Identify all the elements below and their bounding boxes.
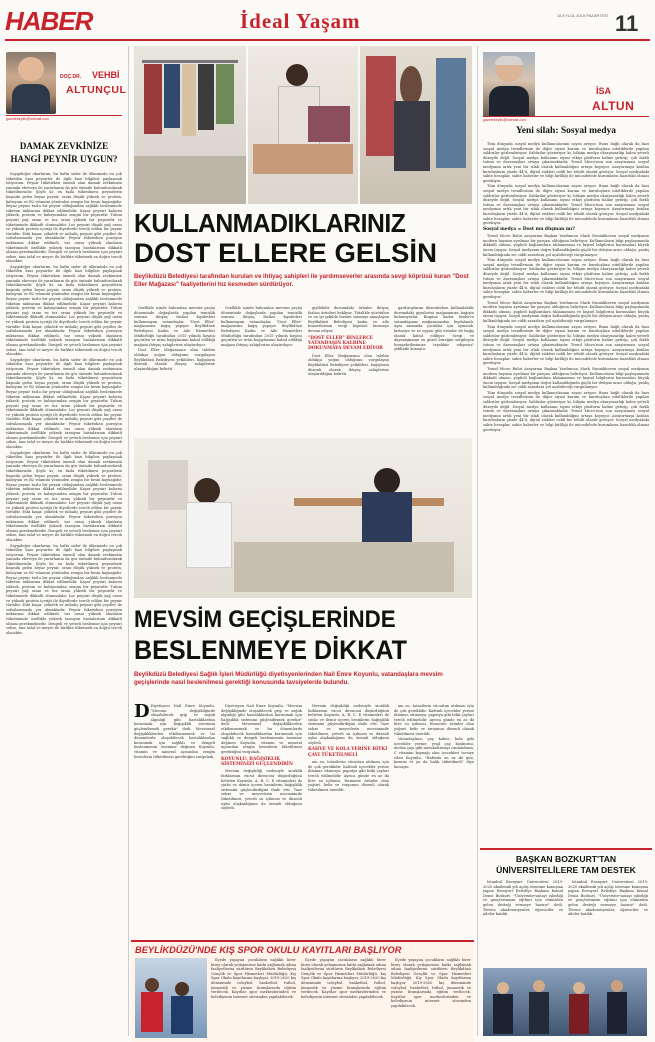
sidebar-body: İstanbul Esenyurt Üniversitesi 2019-2020 akademik yılı açılış törenine konuşma yapan Esenyurt Belediye Başkanı Kemal Deniz Bozkurt, "Üniversite-sanayi işbirliği ve gençlerimizin eğitimi için elimizden gelen desteği vermeye hazırız" dedi. Törene akademisyenler, öğrenciler ve aileler katıldı. [483,880,563,917]
headline-line-2: BESLENMEYE DİKKAT [134,635,407,665]
column-body-text-6: Tüm dünyada sosyal medya kullanıcılarının sayısı artıyor. Bunu bağlı olarak da bazı sosyal medya trendlerinin de diğer siyasi kurum ve kuruluşlara niteliklerde yapılan saldırılar gözlemleniyor. Saldırılar gösteriyor ki, bilişim medya okuryazarlığı halen yeterli düzeyde değil. Sosyal medya kullanımı siyasi etkiyi platform haline getirip, çok farklı tutum ve davranışları ortaya çıkarmaktadır. Trend Micro'nun son araştırması sosyal medyanın artık yeni bir silah olarak kullanıldığını ortaya koyuyor. Araştırmaya katılan kuruluşların yüzde 44'ü, dijital riskleri ciddi bir tehdit olarak görüyor. Sosyal medyadaki sahte hesaplar, sahte haberler ve bilgi kirliliği ile mücadelede kurumların hazırlıklı olması gerekiyor. [483,324,649,366]
bottom-column-1 [211,958,296,1038]
story-column-3-text-b: Dost Eller Mağazasına olan talebin oldukça yoğun olduğunu vurgulayan Beylikdüzü Belediyesi yetkilileri, bağışların düzenli olarak ihtiyaç sahiplerine ulaştırıldığını belirtti. [308,353,389,377]
story-column-4-text-b: Vatandaşlara; çay, kahve, kola gibi içecekler yerine; yeşil çay, kuşburnu, melisa çayı gibi metabolizmayı canlandıran, C vitamini kaynağı olan içecekleri tavsiye eden Koyunlu, "Haftada en az iki gün, kırmızı et ya da balık tüketilmeli" diye konuştu. [394,737,474,769]
story-column-2 [221,704,302,932]
story-kis-spor-okulu [131,940,474,1042]
story-column-1 [134,704,215,932]
column-body [483,142,649,842]
column-body-text-4: Tüm dünyada sosyal medya kullanıcılarının sayısı artıyor. Bunu bağlı olarak da bazı sosyal medya trendlerinin de diğer siyasi kurum ve kuruluşlara niteliklerde yapılan saldırılar gözlemleniyor. Saldırılar gösteriyor ki, bilişim medya okuryazarlığı halen yeterli düzeyde değil. Sosyal medya kullanımı siyasi etkiyi platform haline getirip, çok farklı tutum ve davranışları ortaya çıkarmaktadır. Trend Micro'nun son araştırması sosyal medyanın artık yeni bir silah olarak kullanıldığını ortaya koyuyor. Araştırmaya katılan kuruluşların yüzde 44'ü, dijital riskleri ciddi bir tehdit olarak görüyor. Sosyal medyadaki sahte hesaplar, sahte haberler ve bilgi kirliliği ile mücadelede kurumların hazırlıklı olması gerekiyor. [483,258,649,299]
story-column-1-text: Özellikle içinde bulunulan mevsim geçişi döneminde doğaşlarda yapılan temizlik sonrası ihtiyaç fazlası kıyafetleri kullanmayan vatandaşlar, "Dost Eller" mağazasına bağış yapıyor. Beylikdüzü Belediyesi Kadın ve Aile Hizmetleri Müdürlüğü tarafından 2015 yılında hayata geçirilen ve ürün bağışlarının kabul edildiği mağaza ihtiyaç sahiplerine ulaştırılıyor. [134,306,215,347]
bottom-body-2: İlçede yaşayan çocukların sağlıklı birer birey olarak yetişmesine katkı sağlamak adına faaliyetlerini sürdüren Beylikdüzü Belediyesi Gençlik ve Spor Hizmetleri Müdürlüğü, Kış Spor Okulu kayıtlarına başlıyor. 2019-2020 kış döneminde voleybol, basketbol, futbol, jimnastik ve yüzme branşlarında eğitim verilecek. Kayıtlar spor merkezlerinden ve belediyenin internet sitesinden yapılabilecek. [301,958,386,999]
column-body-text-5: Trend Micro Bulut Araştırma Başkan Yardımcısı Mark Nunnikhoven sosyal medyanın modern hayatın ayrılmaz bir parçası olduğunu belirtiyor. Kullanıcıların bilgi paylaşımında dikkatli olması, şüpheli bağlantılara tıklamaması ve kişisel bilgilerini korumaları büyük önem taşıyor. Sosyal medyanın doğru kullanıldığında güçlü bir iletişim aracı olduğu, yanlış kullanıldığında ise ciddi zararlara yol açabileceği vurgulanıyor. [483,300,649,323]
photo-clothes-rack [134,46,246,204]
story-subhead: "DOST ELLER" BİNLERCE VATANDAŞIN KALBİNE DOKUNMAYA DEVAM EDİYOR [308,335,383,352]
column-body-text-5: Saygıdeğer okurlarım, bu hafta sizler ile ülkemizde en çok tüketilen bazı peynirler ile ilgili bazı bilgileri paylaşmak istiyorum. Peynir tüketirken önemli olan damak zevkimizin yanında ebeveyn ile yararlanım da göz önünde bulundurularak tüketilmesidir. Şöyle ki; en fazla tüketilmesi peynirlerin başında gelen beyaz peynir, oranı düşük yüksek ve protein, kalsiyum ve B2 vitamini yönünden zengin bir besin kaynağıdır. Beyaz peynir tuzlu bir peynir olduğundan sağlıklı beslenmede tüketim miktarına dikkat edilmelidir. Kaşar peyniri kalorisi yüksek, protein ve kalsiyumdan zengin bir peynirdir. Tulum peyniri yağ oranı ve tuz oranı yüksek bir peynirdir ve tüketiminde dikkatli olunmalıdır. Lor peyniri düşük yağ oranı ve yüksek protein içeriği ile diyetlerde tercih edilen bir peynir türüdür. Eski kaşar, çökelek ve mihaliç peyniri gibi çeşitler de sofralarımızda yer almaktadır. Peynir tüketirken porsiyon miktarına dikkat edilmeli, tuz oranı yüksek olanların tüketiminde özellikle yüksek tansiyon hastalarının dikkatli olması gerekmektedir. Dengeli ve yeterli beslenme için peyniri sebze, tam tahıl ve meyve ile birlikte tüketmek en doğru tercih olacaktır. [6,543,122,635]
newspaper-logo: HABER [5,6,93,36]
story-dost-eller [131,44,474,434]
column-separator-left [128,46,129,1036]
headline-line-2: DOST ELLERE GELSİN [134,238,437,268]
author-email: gazetebeylik@hotmail.com [483,118,526,122]
page-number: 11 [615,11,639,36]
story-column-3 [308,306,389,430]
sidebar-headline: BAŞKAN BOZKURT'TAN ÜNİVERSİTELİLERE TAM DESTEK [496,854,636,875]
photo-volunteer-folding [248,46,358,204]
author-first-name: İSA [596,86,612,96]
column-body-text-7: Trend Micro Bulut Araştırma Başkan Yardımcısı Mark Nunnikhoven sosyal medyanın modern hayatın ayrılmaz bir parçası olduğunu belirtiyor. Kullanıcıların bilgi paylaşımında dikkatli olması, şüpheli bağlantılara tıklamaması ve kişisel bilgilerini korumaları büyük önem taşıyor. Sosyal medyanın doğru kullanıldığında güçlü bir iletişim aracı olduğu, yanlış kullanıldığında ise ciddi zararlara yol açabileceği vurgulanıyor. [483,366,649,390]
photo-dietitian-consultation [134,438,472,598]
column-body-text-8: Tüm dünyada sosyal medya kullanıcılarının sayısı artıyor. Bunu bağlı olarak da bazı sosyal medya trendlerinin de diğer siyasi kurum ve kuruluşlara niteliklerde yapılan saldırılar gözlemleniyor. Saldırılar gösteriyor ki, bilişim medya okuryazarlığı halen yeterli düzeyde değil. Sosyal medya kullanımı siyasi etkiyi platform haline getirip, çok farklı tutum ve davranışları ortaya çıkarmaktadır. Trend Micro'nun son araştırması sosyal medyanın artık yeni bir silah olarak kullanıldığını ortaya koyuyor. Araştırmaya katılan kuruluşların yüzde 44'ü, dijital riskleri ciddi bir tehdit olarak görüyor. Sosyal medyadaki sahte hesaplar, sahte haberler ve bilgi kirliliği ile mücadelede kurumların hazırlıklı olması gerekiyor. [483,390,649,432]
bottom-column-2 [301,958,386,1038]
story-column-2-text: Özellikle içinde bulunulan mevsim geçişi döneminde doğaşlarda yapılan temizlik sonrası ihtiyaç fazlası kıyafetleri kullanmayan vatandaşlar, "Dost Eller" mağazasına bağış yapıyor. Beylikdüzü Belediyesi Kadın ve Aile Hizmetleri Müdürlüğü tarafından 2015 yılında hayata geçirilen ve ürün bağışlarının kabul edildiği mağaza ihtiyaç sahiplerine ulaştırılıyor. [221,306,302,347]
column-headline: Yeni silah: Sosyal medya [515,126,617,136]
column-body [6,172,122,1034]
story-column-1-text: Diyetisyen Nail Emre Koyunlu, "Mevsim değişikliğinde oluşabilecek grip ve soğuk algınlığı gibi hastalıklardan korunmak için bağışıklık sistemini güçlendirmek gerekir" dedi. Mevsimsel değişikliklerden etkilenmemek ve bu dönemlerde oluşabilecek hastalıklardan korunmak için sağlıklı ve dengeli beslenmenin önemine değinen Koyunlu, vitamin ve mineral açısından zengin besinlerin tüketilmesi gerektiğini vurguladı. [134,704,215,759]
author-last-name: ALTUN [592,99,635,113]
column-body-text-3: Saygıdeğer okurlarım, bu hafta sizler ile ülkemizde en çok tüketilen bazı peynirler ile ilgili bazı bilgileri paylaşmak istiyorum. Peynir tüketirken önemli olan damak zevkimizin yanında ebeveyn ile yararlanım da göz önünde bulundurularak tüketilmesidir. Şöyle ki; en fazla tüketilmesi peynirlerin başında gelen beyaz peynir, oranı düşük yüksek ve protein, kalsiyum ve B2 vitamini yönünden zengin bir besin kaynağıdır. Beyaz peynir tuzlu bir peynir olduğundan sağlıklı beslenmede tüketim miktarına dikkat edilmelidir. Kaşar peyniri kalorisi yüksek, protein ve kalsiyumdan zengin bir peynirdir. Tulum peyniri yağ oranı ve tuz oranı yüksek bir peynirdir ve tüketiminde dikkatli olunmalıdır. Lor peyniri düşük yağ oranı ve yüksek protein içeriği ile diyetlerde tercih edilen bir peynir türüdür. Eski kaşar, çökelek ve mihaliç peyniri gibi çeşitler de sofralarımızda yer almaktadır. Peynir tüketirken porsiyon miktarına dikkat edilmeli, tuz oranı yüksek olanların tüketiminde özellikle yüksek tansiyon hastalarının dikkatli olması gerekmektedir. Dengeli ve yeterli beslenme için peyniri sebze, tam tahıl ve meyve ile birlikte tüketmek en doğru tercih olacaktır. [6,357,122,450]
drop-cap: D [134,704,150,722]
masthead-rule [5,39,650,41]
headline-line-1: MEVSİM GEÇİŞLERİNDE [134,606,396,633]
section-title: İdeal Yaşam [240,9,361,33]
story-column-3 [308,704,389,932]
author-divider [6,115,122,116]
headline-line-1: KULLANMADIKLARINIZ [134,208,406,238]
column-body-text-4: Saygıdeğer okurlarım, bu hafta sizler ile ülkemizde en çok tüketilen bazı peynirler ile ilgili bazı bilgileri paylaşmak istiyorum. Peynir tüketirken önemli olan damak zevkimizin yanında ebeveyn ile yararlanım da göz önünde bulundurularak tüketilmesidir. Şöyle ki; en fazla tüketilmesi peynirlerin başında gelen beyaz peynir, oranı düşük yüksek ve protein, kalsiyum ve B2 vitamini yönünden zengin bir besin kaynağıdır. Beyaz peynir tuzlu bir peynir olduğundan sağlıklı beslenmede tüketim miktarına dikkat edilmelidir. Kaşar peyniri kalorisi yüksek, protein ve kalsiyumdan zengin bir peynirdir. Tulum peyniri yağ oranı ve tuz oranı yüksek bir peynirdir ve tüketiminde dikkatli olunmalıdır. Lor peyniri düşük yağ oranı ve yüksek protein içeriği ile diyetlerde tercih edilen bir peynir türüdür. Eski kaşar, çökelek ve mihaliç peyniri gibi çeşitler de sofralarımızda yer almaktadır. Peynir tüketirken porsiyon miktarına dikkat edilmeli, tuz oranı yüksek olanların tüketiminde özellikle yüksek tansiyon hastalarının dikkatli olması gerekmektedir. Dengeli ve yeterli beslenme için peyniri sebze, tam tahıl ve meyve ile birlikte tüketmek en doğru tercih olacaktır. [6,450,122,542]
masthead [0,0,655,40]
sidebar-column-2 [568,880,648,965]
story-subhead-1: KOYUNLU: BAĞIŞIKLIK SİSTEMİNİZİ GÜÇLENDİRİN [221,756,293,767]
story-column-3-text: giyilebilir durumdaki ürünler ihtiyaç fazlası ürünleri bekliyor. Titizlikle yürütülen ve en iyi şekilde hizmet sunmayı amaçlayan Beylikdüzü Belediyesi kadın ve aile hizmetlerinin sevgi köprüsü kurmaya devam ediyor. [308,306,389,333]
author-last-name: ALTUNÇUL [66,84,127,96]
sidebar-body-2: İstanbul Esenyurt Üniversitesi 2019-2020 akademik yılı açılış törenine konuşma yapan Esenyurt Belediye Başkanı Kemal Deniz Bozkurt, "Üniversite-sanayi işbirliği ve gençlerimizin eğitimi için elimizden gelen desteği vermeye hazırız" dedi. Törene akademisyenler, öğrenciler ve aileler katıldı. [568,880,648,917]
left-column [0,44,128,1042]
author-first-name: VEHBİ [92,70,120,80]
bottom-body-3: İlçede yaşayan çocukların sağlıklı birer birey olarak yetişmesine katkı sağlamak adına faaliyetlerini sürdüren Beylikdüzü Belediyesi Gençlik ve Spor Hizmetleri Müdürlüğü, Kış Spor Okulu kayıtlarına başlıyor. 2019-2020 kış döneminde voleybol, basketbol, futbol, jimnastik ve yüzme branşlarında eğitim verilecek. Kayıtlar spor merkezlerinden ve belediyenin internet sitesinden yapılabilecek. [391,958,471,1008]
story-column-4 [394,704,474,932]
photo-store-shelves [360,46,472,204]
story-column-3-text: Mevsim değişikliği nedeniyle sıcaklık farklarının vücut direncini düşürdüğünü belirten Koyunlu, A, B, C, E vitaminleri ile çinko ve demir içeren besinlerin bağışıklık sistemini güçlendirdiğini ifade etti. Taze sebze ve meyvelerin mevsiminde tüketilmesi, yeterli su içilmesi ve düzenli uyku alışkanlığının da önemli olduğunu söyledi. [308,704,389,745]
column-separator-right [477,46,478,1036]
story-column-3-text-b: am su, totasilerin vücuttan atılması için de çok gereklidir. Kafeinli içecekler yerine ıhlamur, ekinezya, papatya gibi bitki çayları tercih edilmelidir. Ayrıca günde en az iki litre su içilmesi, fermente ürünler olan yoğurt, kefir ve turşunun düzenli olarak tüketilmesi önerildi. [308,760,389,792]
story-deck: Beylikdüzü Belediyesi Sağlık İşleri Müdürlüğü diyetisyenlerinden Nail Emre Koyunlu, vatandaşlara mevsim geçişlerinde nasıl beslenilmesi gerektiği konusunda tavsiyelerde bulundu. [134,671,443,687]
right-column [480,44,652,844]
column-body-text: Saygıdeğer okurlarım, bu hafta sizler ile ülkemizde en çok tüketilen bazı peynirler ile ilgili bazı bilgileri paylaşmak istiyorum. Peynir tüketirken önemli olan damak zevkimizin yanında ebeveyn ile yararlanım da göz önünde bulundurularak tüketilmesidir. Şöyle ki; en fazla tüketilmesi peynirlerin başında gelen beyaz peynir, oranı düşük yüksek ve protein, kalsiyum ve B2 vitamini yönünden zengin bir besin kaynağıdır. Beyaz peynir tuzlu bir peynir olduğundan sağlıklı beslenmede tüketim miktarına dikkat edilmelidir. Kaşar peyniri kalorisi yüksek, protein ve kalsiyumdan zengin bir peynirdir. Tulum peyniri yağ oranı ve tuz oranı yüksek bir peynirdir ve tüketiminde dikkatli olunmalıdır. Lor peyniri düşük yağ oranı ve yüksek protein içeriği ile diyetlerde tercih edilen bir peynir türüdür. Eski kaşar, çökelek ve mihaliç peyniri gibi çeşitler de sofralarımızda yer almaktadır. Peynir tüketirken porsiyon miktarına dikkat edilmeli, tuz oranı yüksek olanların tüketiminde özellikle yüksek tansiyon hastalarının dikkatli olması gerekmektedir. Dengeli ve yeterli beslenme için peyniri sebze, tam tahıl ve meyve ile birlikte tüketmek en doğru tercih olacaktır. [6,172,122,264]
story-column-2-text: Diyetisyen Nail Emre Koyunlu, "Mevsim değişikliğinde oluşabilecek grip ve soğuk algınlığı gibi hastalıklardan korunmak için bağışıklık sistemini güçlendirmek gerekir" dedi. Mevsimsel değişikliklerden etkilenmemek ve bu dönemlerde oluşabilecek hastalıklardan korunmak için sağlıklı ve dengeli beslenmenin önemine değinen Koyunlu, vitamin ve mineral açısından zengin besinlerin tüketilmesi gerektiğini vurguladı. [221,704,302,754]
story-mevsim [131,438,474,938]
column-body-text: Tüm dünyada sosyal medya kullanıcılarının sayısı artıyor. Bunu bağlı olarak da bazı sosyal medya trendlerinin de diğer siyasi kurum ve kuruluşlara niteliklerde yapılan saldırılar gözlemleniyor. Saldırılar gösteriyor ki, bilişim medya okuryazarlığı halen yeterli düzeyde değil. Sosyal medya kullanımı siyasi etkiyi platform haline getirip, çok farklı tutum ve davranışları ortaya çıkarmaktadır. Trend Micro'nun son araştırması sosyal medyanın artık yeni bir silah olarak kullanıldığını ortaya koyuyor. Araştırmaya katılan kuruluşların yüzde 44'ü, dijital riskleri ciddi bir tehdit olarak görüyor. Sosyal medyadaki sahte hesaplar, sahte haberler ve bilgi kirliliği ile mücadelede kurumların hazırlıklı olması gerekiyor. [483,142,649,183]
story-column-4-text: am su, totasilerin vücuttan atılması için de çok gereklidir. Kafeinli içecekler yerine ıhlamur, ekinezya, papatya gibi bitki çayları tercih edilmelidir. Ayrıca günde en az iki litre su içilmesi, fermente ürünler olan yoğurt, kefir ve turşunun düzenli olarak tüketilmesi önerildi. [394,704,474,736]
story-column-2-text-b: Mevsim değişikliği nedeniyle sıcaklık farklarının vücut direncini düşürdüğünü belirten Koyunlu, A, B, C, E vitaminleri ile çinko ve demir içeren besinlerin bağışıklık sistemini güçlendirdiğini ifade etti. Taze sebze ve meyvelerin mevsiminde tüketilmesi, yeterli su içilmesi ve düzenli uyku alışkanlığının da önemli olduğunu söyledi. [221,769,302,811]
photo-sports-kids [135,958,207,1038]
author-email: gazetebeylik@hotmail.com [6,117,49,121]
bottom-body: İlçede yaşayan çocukların sağlıklı birer birey olarak yetişmesine katkı sağlamak adına faaliyetlerini sürdüren Beylikdüzü Belediyesi Gençlik ve Spor Hizmetleri Müdürlüğü, Kış Spor Okulu kayıtlarına başlıyor. 2019-2020 kış döneminde voleybol, basketbol, futbol, jimnastik ve yüzme branşlarında eğitim verilecek. Kayıtlar spor merkezlerinden ve belediyenin internet sitesinden yapılabilecek. [211,958,296,999]
column-headline: DAMAK ZEVKİNİZE HANGİ PEYNİR UYGUN? [10,141,118,164]
sidebar-column-1 [483,880,563,965]
author-title: DOÇ.DR. [60,74,82,80]
author-divider [483,116,649,117]
photo-university-ceremony [483,968,647,1036]
column-body-text-2: Saygıdeğer okurlarım, bu hafta sizler ile ülkemizde en çok tüketilen bazı peynirler ile ilgili bazı bilgileri paylaşmak istiyorum. Peynir tüketirken önemli olan damak zevkimizin yanında ebeveyn ile yararlanım da göz önünde bulundurularak tüketilmesidir. Şöyle ki; en fazla tüketilmesi peynirlerin başında gelen beyaz peynir, oranı düşük yüksek ve protein, kalsiyum ve B2 vitamini yönünden zengin bir besin kaynağıdır. Beyaz peynir tuzlu bir peynir olduğundan sağlıklı beslenmede tüketim miktarına dikkat edilmelidir. Kaşar peyniri kalorisi yüksek, protein ve kalsiyumdan zengin bir peynirdir. Tulum peyniri yağ oranı ve tuz oranı yüksek bir peynirdir ve tüketiminde dikkatli olunmalıdır. Lor peyniri düşük yağ oranı ve yüksek protein içeriği ile diyetlerde tercih edilen bir peynir türüdür. Eski kaşar, çökelek ve mihaliç peyniri gibi çeşitler de sofralarımızda yer almaktadır. Peynir tüketirken porsiyon miktarına dikkat edilmeli, tuz oranı yüksek olanların tüketiminde özellikle yüksek tansiyon hastalarının dikkatli olması gerekmektedir. Dengeli ve yeterli beslenme için peyniri sebze, tam tahıl ve meyve ile birlikte tüketmek en doğru tercih olacaktır. [6,264,122,357]
bottom-headline: BEYLİKDÜZÜ'NDE KIŞ SPOR OKULU KAYITLARI BAŞLIYOR [135,945,402,955]
column-subhead: Sosyal medya = Dost mu düşman mı? [483,226,575,232]
story-column-4-text: gardıroplarını düzenlerken kullanılabilir durumdaki giysilerini mağazamıza bağışta bulunuyorlar. Bugüne kadar binlerce vatandaşımız mağazamızdan faydalandı. Aynı zamanda çocuklar için oyuncak, kırtasiye ve ev eşyası gibi ürünler de bağış olarak kabul ediliyor. Sevgi ve dayanışmanın en güzel örneğini sergileyen hemşehrilerimize teşekkür ediyoruz" şeklinde konuştu. [394,306,474,352]
story-column-1 [134,306,215,430]
story-column-4 [394,306,474,430]
story-column-2 [221,306,302,430]
story-subhead-2: KAHVE VE KOLA YERİNE BİTKİ ÇAYI TÜKETİLMELİ [308,747,388,758]
column-body-text-2: Tüm dünyada sosyal medya kullanıcılarının sayısı artıyor. Bunu bağlı olarak da bazı sosyal medya trendlerinin de diğer siyasi kurum ve kuruluşlara niteliklerde yapılan saldırılar gözlemleniyor. Saldırılar gösteriyor ki, bilişim medya okuryazarlığı halen yeterli düzeyde değil. Sosyal medya kullanımı siyasi etkiyi platform haline getirip, çok farklı tutum ve davranışları ortaya çıkarmaktadır. Trend Micro'nun son araştırması sosyal medyanın artık yeni bir silah olarak kullanıldığını ortaya koyuyor. Araştırmaya katılan kuruluşların yüzde 44'ü, dijital riskleri ciddi bir tehdit olarak görüyor. Sosyal medyadaki sahte hesaplar, sahte haberler ve bilgi kirliliği ile mücadelede kurumların hazırlıklı olması gerekiyor. [483,184,649,226]
story-deck: Beylikdüzü Belediyesi tarafından kurulan ve ihtiyaç sahipleri ile yardımseverler arasında sevgi köprüsü kuran "Dost Eller Mağazası" faaliyetlerini hız kesmeden sürdürüyor. [134,273,469,289]
bottom-column-3 [391,958,471,1038]
issue-date: 18 EYLÜL 2019 PAZARTESİ [557,13,609,18]
column-body-text-3: Trend Micro Bulut Araştırma Başkan Yardımcısı Mark Nunnikhoven sosyal medyanın modern hayatın ayrılmaz bir parçası olduğunu belirtiyor. Kullanıcıların bilgi paylaşımında dikkatli olması, şüpheli bağlantılara tıklamaması ve kişisel bilgilerini korumaları büyük önem taşıyor. Sosyal medyanın doğru kullanıldığında güçlü bir iletişim aracı olduğu, yanlış kullanıldığında ise ciddi zararlara yol açabileceği vurgulanıyor. [483,234,649,257]
story-column-1-text-b: Dost Eller Mağazasına olan talebin oldukça yoğun olduğunu vurgulayan Beylikdüzü Belediyesi yetkilileri, bağışların düzenli olarak ihtiyaç sahiplerine ulaştırıldığını belirtti. [134,348,215,371]
author-photo-altuncul [6,52,56,114]
author-photo-altun [483,52,535,116]
story-baskan-bozkurt [480,848,652,1040]
